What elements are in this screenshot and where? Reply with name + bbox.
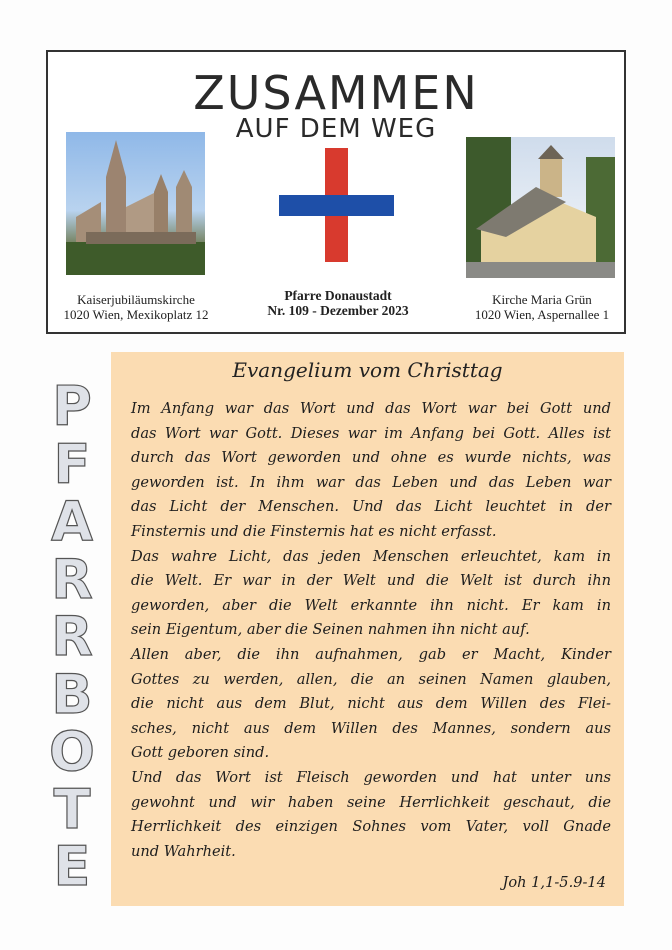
gospel-line: Herrlichkeit des einzigen Sohnes vom Vater, voll Gnade bbox=[131, 818, 611, 836]
right-church-caption bbox=[454, 292, 630, 322]
gospel-line: die nicht aus dem Blut, nicht aus dem Willen des Flei- bbox=[131, 695, 611, 713]
side-letter: E bbox=[53, 835, 91, 898]
gospel-line: durch das Wort geworden und ohne es wurde nichts, was bbox=[131, 449, 611, 467]
gospel-line: sches, nicht aus dem Willen des Mannes, sondern aus bbox=[131, 719, 611, 737]
gospel-reference: Joh 1,1-5.9-14 bbox=[502, 874, 606, 891]
gospel-line: Gott geboren sind. bbox=[131, 744, 270, 762]
issue-number: Nr. 109 - Dezember 2023 bbox=[267, 303, 409, 318]
gospel-line: die Welt. Er war in der Welt und die Welt ist durch ihn bbox=[131, 572, 611, 590]
gospel-line: geworden ist. In ihm war das Leben und das Leben war bbox=[131, 473, 611, 491]
parish-name: Pfarre Donaustadt bbox=[284, 288, 392, 303]
side-letter: A bbox=[51, 490, 93, 553]
left-church-caption bbox=[48, 292, 224, 322]
left-church-name: Kaiserjubiläumskirche bbox=[77, 292, 195, 307]
gospel-line: Das wahre Licht, das jeden Menschen erleuchtet, kam in bbox=[131, 547, 611, 565]
masthead-subtitle: AUF DEM WEG bbox=[235, 114, 437, 144]
gospel-title: Evangelium vom Christtag bbox=[232, 358, 503, 382]
right-church-name: Kirche Maria Grün bbox=[492, 292, 592, 307]
gospel-line: und Wahrheit. bbox=[131, 842, 236, 860]
side-letter: T bbox=[53, 777, 91, 841]
masthead bbox=[46, 50, 626, 334]
gospel-line: Allen aber, die ihn aufnahmen, gab er Macht, Kinder bbox=[131, 645, 611, 663]
left-church-address: 1020 Wien, Mexikoplatz 12 bbox=[63, 307, 209, 322]
gospel-line: Finsternis und die Finsternis hat es nicht erfasst. bbox=[131, 522, 497, 540]
side-letter: F bbox=[53, 432, 91, 496]
pfarrbote-vertical-title bbox=[40, 375, 104, 898]
side-letter: R bbox=[51, 605, 93, 668]
gospel-box bbox=[111, 352, 624, 906]
masthead-title: ZUSAMMEN bbox=[193, 66, 479, 120]
cross-horizontal-bar bbox=[279, 195, 394, 216]
gospel-line: gewohnt und wir haben seine Herrlichkeit geschaut, die bbox=[131, 793, 611, 811]
gospel-line: das Licht der Menschen. Und das Licht leuchtet in der bbox=[131, 498, 611, 516]
side-letter: B bbox=[51, 662, 93, 726]
side-letter: P bbox=[52, 375, 92, 438]
gospel-line: das Wort war Gott. Dieses war im Anfang bei Gott. Alles ist bbox=[131, 424, 611, 442]
kirche-maria-gruen-photo bbox=[466, 137, 615, 278]
issue-info bbox=[238, 288, 438, 318]
gospel-line: Im Anfang war das Wort und das Wort war bei Gott und bbox=[131, 400, 611, 417]
side-letter: O bbox=[49, 720, 95, 783]
gospel-text bbox=[131, 397, 611, 864]
side-letter: R bbox=[51, 547, 93, 611]
gospel-line: Und das Wort ist Fleisch geworden und hat unter uns bbox=[131, 768, 611, 786]
gospel-line: Gottes zu werden, allen, die an seinen Namen glauben, bbox=[131, 670, 611, 688]
kaiserjubilaeumskirche-photo bbox=[66, 132, 205, 275]
gospel-line: geworden, aber die Welt erkannte ihn nicht. Er kam in bbox=[131, 596, 611, 614]
gospel-line: sein Eigentum, aber die Seinen nahmen ihn nicht auf. bbox=[131, 621, 530, 639]
right-church-address: 1020 Wien, Aspernallee 1 bbox=[474, 307, 610, 322]
